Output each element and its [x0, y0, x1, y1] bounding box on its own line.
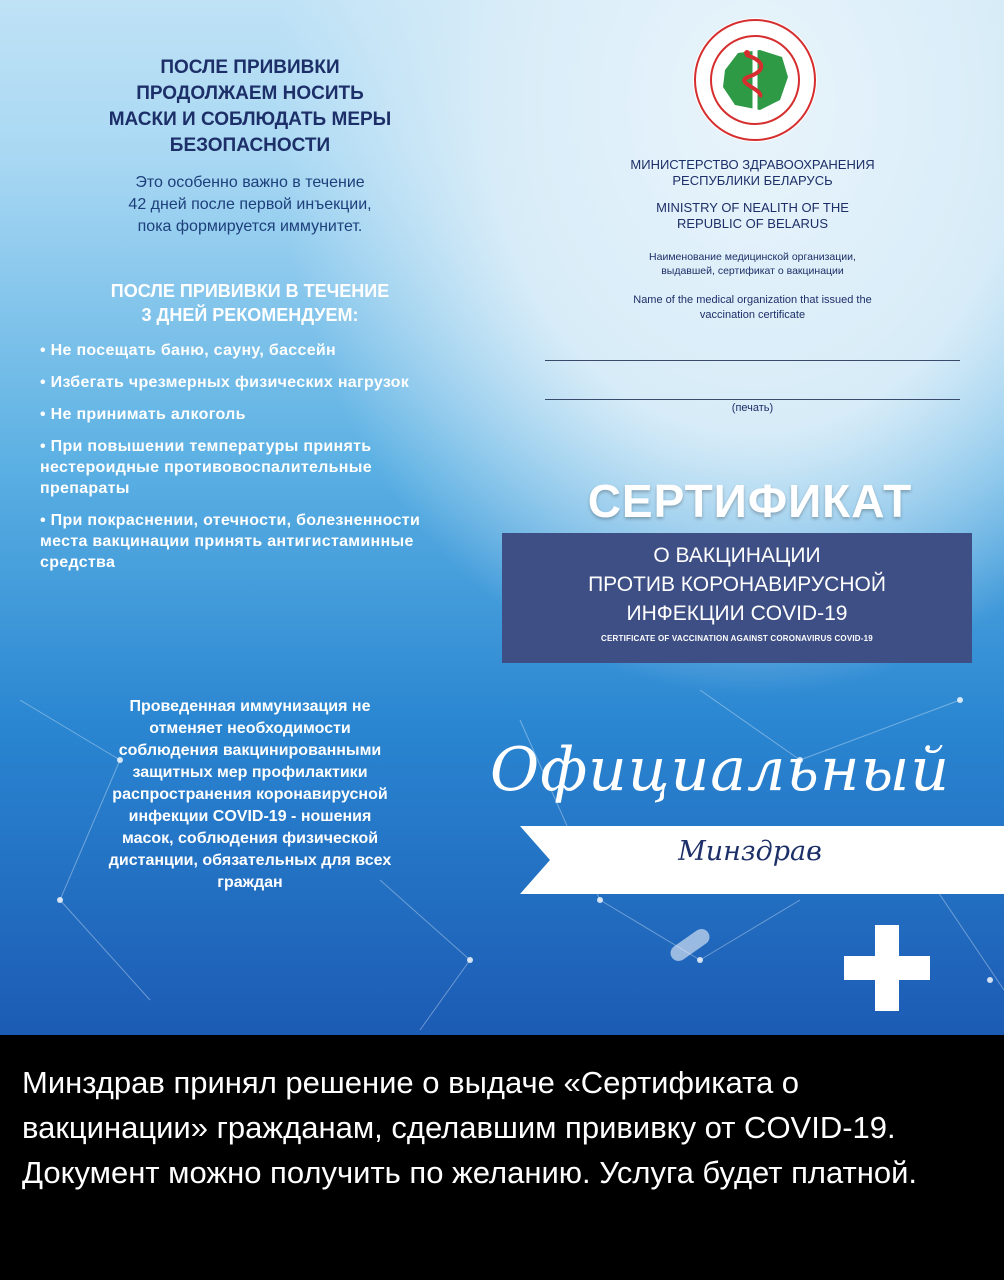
list-item: • Не принимать алкоголь	[40, 406, 246, 423]
recommendations-heading	[40, 279, 460, 327]
left-heading	[40, 55, 460, 159]
list-item: • При покраснении, отечности, болезненности места вакцинации принять антигистаминные средства	[40, 512, 421, 571]
list-item: • Не посещать баню, сауну, бассейн	[40, 342, 336, 359]
footer-line: масок, соблюдения физической	[121, 830, 379, 847]
ministry-emblem	[690, 15, 820, 145]
org-name-line	[545, 360, 960, 361]
footer-line: дистанции, обязательных для всех	[108, 852, 392, 869]
official-script-text: Официальный	[490, 735, 950, 805]
ministry-line: REPUBLIC OF BELARUS	[677, 216, 828, 231]
list-item: • При повышении температуры принять нестероидные противовоспалительные препараты	[40, 438, 372, 497]
subheading-line: 3 ДНЕЙ РЕКОМЕНДУЕМ:	[141, 305, 359, 325]
recommendations-list	[40, 340, 460, 584]
org-name-label-en	[545, 293, 960, 323]
footer-line: граждан	[217, 874, 283, 891]
ministry-name-ru	[545, 157, 960, 189]
list-item: • Избегать чрезмерных физических нагрузок	[40, 374, 410, 391]
footer-line: защитных мер профилактики	[132, 764, 368, 781]
immunization-footer-note	[40, 696, 460, 894]
ministry-line: MINISTRY OF NEALITH OF THE	[656, 200, 849, 215]
stamp-label: (печать)	[731, 402, 774, 414]
footer-line: соблюдения вакцинированными	[118, 742, 382, 759]
note-line: пока формируется иммунитет.	[137, 218, 363, 235]
footer-line: Проведенная иммунизация не	[129, 698, 371, 715]
subheading-line: ПОСЛЕ ПРИВИВКИ В ТЕЧЕНИЕ	[110, 281, 390, 301]
heading-line: МАСКИ И СОБЛЮДАТЬ МЕРЫ	[108, 109, 392, 130]
heading-line: ПРОДОЛЖАЕМ НОСИТЬ	[136, 83, 364, 104]
subtitle-line: ПРОТИВ КОРОНАВИРУСНОЙ	[588, 573, 886, 596]
org-name-label-ru	[545, 250, 960, 278]
footer-line: отменяет необходимости	[149, 720, 351, 737]
subtitle-line: ИНФЕКЦИИ COVID-19	[626, 602, 848, 625]
ministry-line: МИНИСТЕРСТВО ЗДРАВООХРАНЕНИЯ	[630, 157, 875, 172]
ribbon-label: Минздрав	[678, 836, 822, 867]
heading-line: БЕЗОПАСНОСТИ	[169, 135, 331, 156]
certificate-title: СЕРТИФИКАТ	[587, 475, 913, 527]
note-line: 42 дней после первой инъекции,	[128, 196, 372, 213]
footer-line: распространения коронавирусной	[112, 786, 388, 803]
stamp-line	[545, 399, 960, 400]
medical-cross-icon	[844, 925, 930, 1011]
heading-line: ПОСЛЕ ПРИВИВКИ	[160, 57, 340, 78]
ministry-name-en	[545, 200, 960, 232]
footer-line: инфекции COVID-19 - ношения	[128, 808, 372, 825]
note-line: Это особенно важно в течение	[135, 174, 365, 191]
label-line: Name of the medical organization that issued the	[633, 294, 872, 306]
label-line: vaccination certificate	[699, 309, 806, 321]
ministry-line: РЕСПУБЛИКИ БЕЛАРУСЬ	[672, 173, 833, 188]
subtitle-lines	[502, 541, 972, 628]
label-line: Наименование медицинской организации,	[649, 251, 856, 263]
cross-horizontal-bar	[844, 956, 930, 980]
immunity-note	[40, 172, 460, 238]
label-line: выдавшей, сертификат о вакцинации	[661, 265, 844, 277]
news-caption: Минздрав принял решение о выдаче «Сертификата о вакцинации» гражданам, сделавшим прививку от COVID-19. Документ можно получить по желанию. Услуга будет платной.	[22, 1065, 918, 1190]
subtitle-english: CERTIFICATE OF VACCINATION AGAINST CORONAVIRUS COVID-19	[601, 634, 873, 643]
subtitle-line: О ВАКЦИНАЦИИ	[653, 544, 821, 567]
certificate-subtitle-band	[502, 533, 972, 663]
